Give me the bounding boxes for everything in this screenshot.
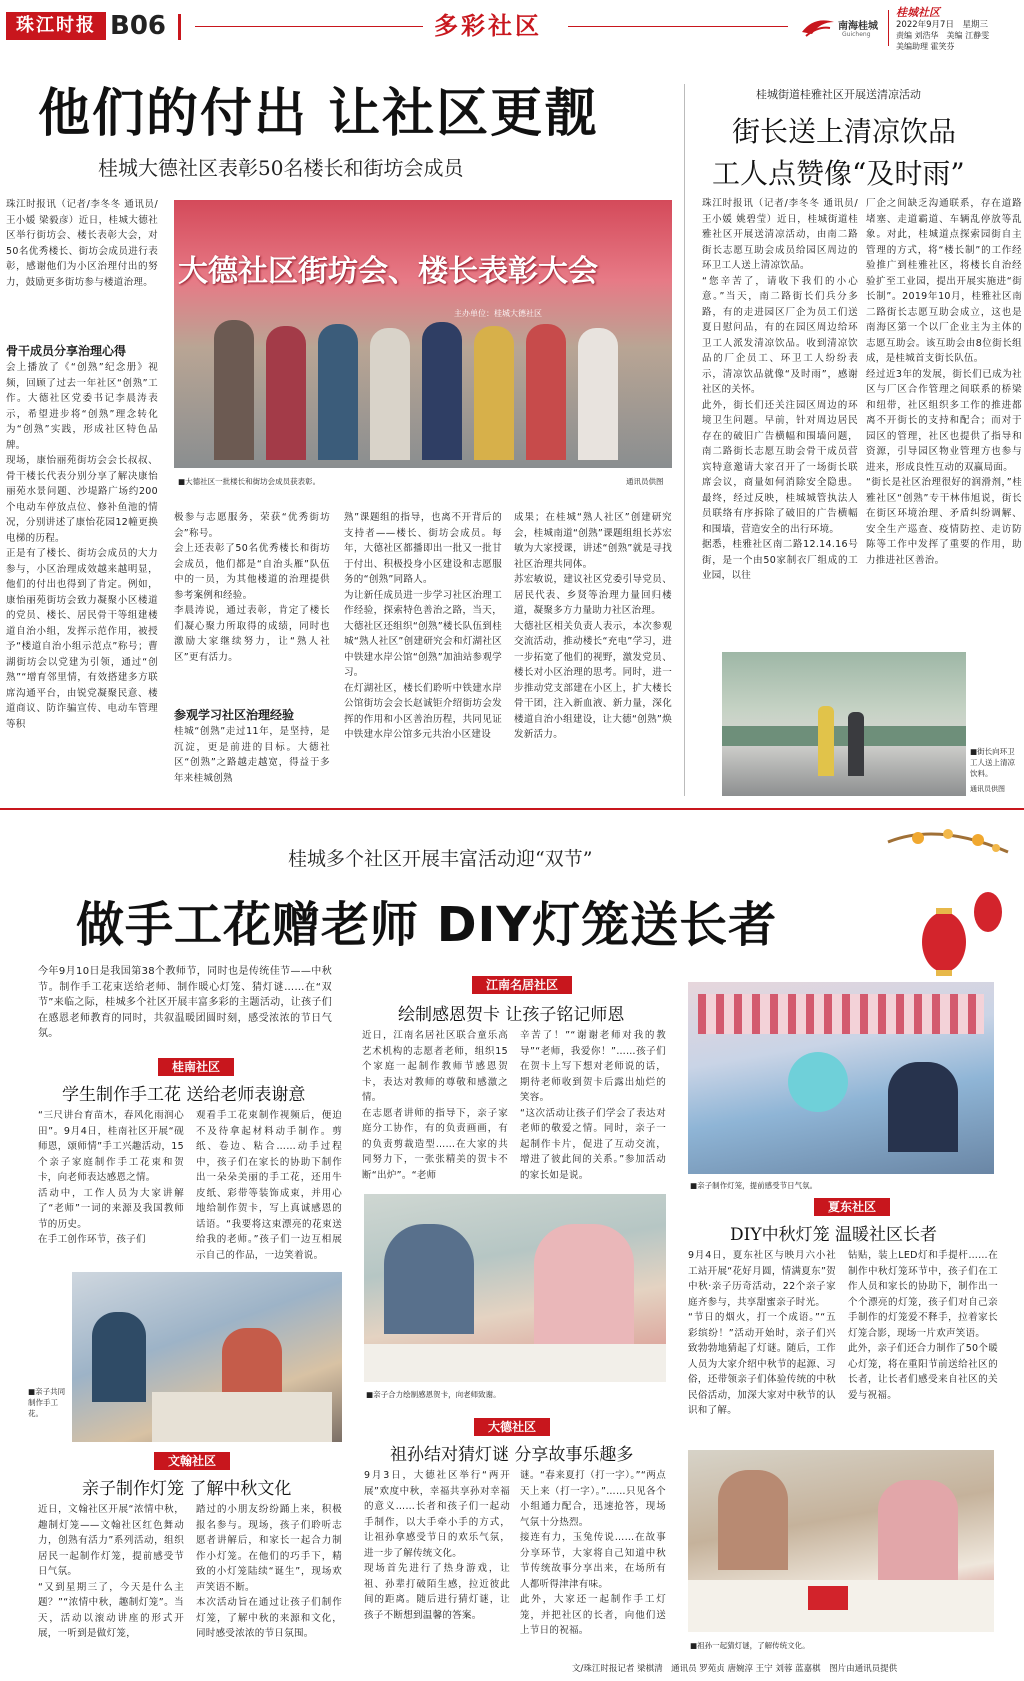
- article-1-col1-body: 会上播放了《“创熟”纪念册》视频，回顾了过去一年社区“创熟”工作。大德社区党委书记李晨涛表示，希望进步将“创熟”理念转化为“创熟”实践，形成社区特色品牌。 现场，康怡丽苑街坊会会长叔叔、骨干楼长代表分别分享了解决康怡丽苑水景问题、沙堤路广场约200个电动车停放点位、修补鱼池的情况，分别讲述了康怡花园12幢更换电梯的历程。 正是有了楼长、街坊会成员的大力参与，小区治理成效越来越明显，他们的付出也得到了肯定。例如，康怡丽苑街坊会致力凝聚小区楼道的党员、楼长、居民骨干等组建楼道自治小组，发挥示范作用，被授予“楼道自治小组示范点”称号；曹湖街坊会以党建为引领，通过“创熟”“增育邻里情，有效搭建多方联席沟通平台，由锐党凝聚民意、楼道商议、防诈骗宣传、电动车管理等积: [6, 362, 158, 730]
- article-1-heading-1: 骨干成员分享治理心得: [6, 344, 127, 358]
- tag-guinan: 桂南社区: [158, 1058, 234, 1076]
- dade-photo-caption: ■祖孙一起猜灯谜，了解传统文化。: [690, 1641, 810, 1650]
- article-1-title: 他们的付出 让社区更靓: [38, 84, 599, 144]
- newspaper-logo: 珠江时报: [6, 12, 106, 40]
- dade-col1: 9月3日，大德社区举行“两开展”欢度中秋，幸福共享孙对幸福的意义……长者和孩子们一起动手制作，以大手牵小手的方式，让祖孙拿感受节日的欢乐气氛，进一步了解传统文化。 现场首先进行了热身游戏，让祖、孙辈打破陌生感，拉近彼此间的距离。随后进行猜灯谜，让孩子不断想到温馨的答案。: [364, 1470, 510, 1621]
- heading-dade: 祖孙结对猜灯谜 分享故事乐趣多: [390, 1445, 634, 1465]
- article-2-photo: [722, 652, 966, 796]
- tag-xiadong: 夏东社区: [814, 1198, 890, 1216]
- heading-guinan: 学生制作手工花 送给老师表谢意: [62, 1085, 306, 1105]
- article-1-photo-caption: ■大德社区一批楼长和街坊会成员获表彰。: [178, 477, 321, 486]
- guinan-photo-caption: ■亲子共同制作手工花。: [28, 1387, 66, 1418]
- people-row: [214, 320, 634, 468]
- heading-wenhan: 亲子制作灯笼 了解中秋文化: [82, 1479, 292, 1499]
- issue-date: 2022年9月7日 星期三: [896, 20, 988, 30]
- section-title: 多彩社区: [434, 12, 542, 40]
- tag-wenhan: 文翰社区: [154, 1452, 230, 1470]
- guinan-col2: 观看手工花束制作视频后，便迫不及待拿起材料动手制作。剪纸、卷边、粘合……动手过程中，孩子们在家长的协助下制作出一朵朵美丽的手工花，还用牛皮纸、彩带等装饰成束，并用心地给制作贺卡，写上真诚感恩的话语。“我要将这束漂亮的花束送给我的老师。”孩子们一边互相展示自己的作品，一边笑着说。: [196, 1110, 342, 1261]
- article-2-photo-credit: 通讯员供图: [970, 785, 1005, 793]
- brand-sub: Guicheng: [842, 31, 871, 38]
- article-2-title-2: 工人点赞像“及时雨”: [712, 157, 965, 190]
- article-1-col4: 成果；在桂城“熟人社区”创建研究会，桂城南道“创熟”课题组组长苏宏敏为大家授课，讲述“创熟”就是寻找社区治理共同体。 苏宏敏说，建议社区党委引导党员、居民代表、乡贤等治理力量回归楼道，凝聚多方力量助力社区治理。 大德社区相关负责人表示，本次参观交流活动，推动楼长“充电”学习，进一步拓宽了他们的视野，激发党员、楼长对小区治理的思考。同时，进一步推动党支部建在小区上，扩大楼长骨干团，注入新血液、新力量，深化楼道自治小组建设，让大德“创熟”焕发新活力。: [514, 512, 672, 740]
- guinan-photo: [72, 1272, 342, 1442]
- article-2-col1: 珠江时报讯（记者/李冬冬 通讯员/王小媛 姚碧莹）近日，桂城街道桂雅社区开展送清凉活动，由南二路街长志愿互助会成员给园区周边的环卫工人送上清凉饮品。 “您辛苦了，请收下我们的小心意。”当天，南二路街长们兵分多路，有的走进园区厂企为员工们送夏日慰问品，有的在园区周边给环卫工人派发清凉饮品。收到清凉饮品的厂企员工、环卫工人纷纷表示，清凉饮品就像“及时雨”，感谢社区的关怀。 此外，街长们还关注园区周边的环境卫生问题。早前，针对周边居民存在的破旧广告横幅和围墙问题，南二路街长志愿互助会骨干成员营宾特意邀请大家召开了一场街长联席会议，商量如何消除安全隐患。最终，经过反映，桂城城管执法人员联络有序拆除了破旧的广告横幅和围墙，营造安全的出行环境。 据悉，桂雅社区南二路12.14.16号街，是一个由50家制衣厂组成的工业园，以往: [702, 198, 858, 581]
- page-number: B06: [110, 11, 166, 41]
- article-1-heading-2: 参观学习社区治理经验: [174, 708, 295, 722]
- photo-banner-text: 大德社区街坊会、楼长表彰大会: [178, 254, 598, 289]
- article-2-col2: 厂企之间缺乏沟通联系，存在道路堵塞、走道霸道、车辆乱停放等乱象。对此，桂城道点探索园街自主管理的方式，将“楼长制”的工作经验推广到桂雅社区，将楼长自治经验扩至工业园，提出开展实施进“街长制”。2019年10月，桂雅社区南二路街长志愿互助会成立，这也是南海区第一个以厂企业主为主体的志愿互助会。该互助会由8位街长组成，是桂城首支街长队伍。 经过近3年的发展，街长们已成为社区与厂区合作管理之间联系的桥梁和纽带，社区组织多工作的推进都离不开街长的支持和配合；而对于园区的管理，社区也提供了指导和资源，引导园区物业管理方也参与进来，形成良性互动的双赢局面。 “街长是社区治理很好的润滑剂，”桂雅社区“创熟”专干林伟旭说，街长在街区环境治理、矛盾纠纷调解、安全生产巡查、疫情防控、走访防陈等工作中发挥了重要的作用，助力推进社区善治。: [866, 198, 1022, 566]
- heading-jiangnan: 绘制感恩贺卡 让孩子铭记师恩: [398, 1005, 625, 1025]
- article-2-title-1: 街长送上清凉饮品: [732, 115, 957, 148]
- guinan-col1: “三尺讲台育苗木，春风化雨润心田”。9月4日，桂南社区开展“砚师恩，颂师情”手工兴趣活动，15个亲子家庭制作手工花束和贺卡，向老师表达感恩之情。 活动中，工作人员为大家讲解了“老师”一词的来源及我国教师节的历史。 在手工创作环节，孩子们: [38, 1110, 184, 1245]
- column-name: 桂城社区: [896, 6, 940, 19]
- wenhan-col2: 踏过的小朋友纷纷踊上来，积极报名参与。现场，孩子们聆听志愿者讲解后，和家长一起合力制作小灯笼。在他们的巧手下，精致的小灯笼陆续“诞生”，现场欢声笑语不断。 本次活动旨在通过让孩子们制作灯笼，了解中秋的来源和文化，同时感受浓浓的节日氛围。: [196, 1504, 342, 1639]
- divider-bar: [178, 14, 181, 40]
- article-3-intro: 今年9月10日是我国第38个教师节，同时也是传统佳节——中秋节。制作手工花束送给老师、制作暖心灯笼、猜灯谜……在“双节”来临之际，桂城多个社区开展丰富多彩的主题活动，让孩子们在感恩老师教育的同时，共叙温暖团圆时刻，感受浓浓的节日气氛。: [38, 966, 332, 1039]
- jiangnan-col1: 近日，江南名居社区联合童乐高艺术机构的志愿者老师，组织15个家庭一起制作教师节感恩贺卡，表达对教师的尊敬和感激之情。 在志愿者讲师的指导下，亲子家庭分工协作，有的负责画画，有的负责剪裁造型……在大家的共同努力下，一张张精美的贺卡不断“出炉”。“老师: [362, 1030, 508, 1181]
- brand-name: 南海桂城: [838, 21, 878, 32]
- photo-banner-sub: 主办单位：桂城大德社区: [454, 309, 542, 318]
- article-1-subtitle: 桂城大德社区表彰50名楼长和街坊会成员: [98, 156, 464, 180]
- column-divider: [684, 84, 685, 796]
- heading-xiadong: DIY中秋灯笼 温暖社区长者: [730, 1225, 937, 1245]
- tag-dade: 大德社区: [474, 1418, 550, 1436]
- article-3-kicker: 桂城多个社区开展丰富活动迎“双节”: [288, 848, 593, 870]
- article-2-kicker: 桂城街道桂雅社区开展送清凉活动: [756, 88, 921, 101]
- jiangnan-col2: 辛苦了！”“谢谢老师对我的教导”“老师，我爱你！”……孩子们在贺卡上写下想对老师说的话，期待老师收到贺卡后露出灿烂的笑容。 “这次活动让孩子们学会了表达对老师的敬爱之情。同时，亲子一起制作卡片，促进了互动交流，增进了彼此间的关系。”参加活动的家长如是说。: [520, 1030, 666, 1181]
- article-1-col1-lead: 珠江时报讯（记者/李冬冬 通讯员/王小媛 梁毅彦）近日，桂城大德社区举行街坊会、楼长表彰大会，对50名优秀楼长、街坊会成员进行表彰，感谢他们为小区治理付出的努力，鼓励更多街坊参与楼道治理。: [6, 199, 158, 288]
- section-rule-left: [195, 26, 423, 27]
- dade-photo: [688, 1450, 994, 1632]
- xiadong-photo: [688, 982, 994, 1174]
- article-3-credits: 文/珠江时报记者 梁棋清 通讯员 罗苑贞 唐婉淳 王宁 刘蓉 蓝嘉棋 图片由通讯员提供: [572, 1664, 898, 1674]
- xiadong-photo-caption: ■亲子制作灯笼，提前感受节日气氛。: [690, 1181, 818, 1190]
- article-2-photo-caption: ■街长向环卫工人送上清凉饮料。: [970, 747, 1015, 778]
- article-1-col2: 极参与志愿服务，荣获“优秀街坊会”称号。 会上还表彰了50名优秀楼长和街坊会成员，他们都是“自治头雁”队伍中的一员，为其他楼道的治理提供参考案例和经验。 李晨涛说，通过表彰，肯定了楼长们凝心聚力所取得的成绩，同时也激励大家继续努力，让“熟人社区”更有活力。: [174, 512, 330, 663]
- masthead-divider: [888, 10, 889, 46]
- xiadong-col1: 9月4日，夏东社区与映月六小社工站开展“花好月圆，情满夏东”贺中秋·亲子历奇活动，22个亲子家庭齐参与，共享甜蜜亲子时光。 “节日的烟火，打一个成语。”“五彩缤纷！”活动开始时，亲子们兴致勃勃地猜起了灯谜。随后，工作人员为大家介绍中秋节的起源、习俗，还带领亲子们体验传统的中秋民俗活动，加深大家对中秋节的认识和了解。: [688, 1250, 836, 1416]
- wenhan-col1: 近日，文翰社区开展“浓情中秋，趣制灯笼——文翰社区红色舞动力，创熟有活力”系列活动，组织居民一起制作灯笼，提前感受节日气氛。 “又到星期三了，今天是什么主题？”“浓情中秋，趣制灯笼”。当天，活动以滚动讲座的形式开展，一听到是做灯笼，: [38, 1504, 184, 1639]
- jiangnan-photo-caption: ■亲子合力绘制感恩贺卡，向老师致谢。: [366, 1390, 501, 1399]
- brand-bird-icon: [800, 14, 836, 40]
- dade-col2: 谜。“春来夏打（打一字）。”“两点天上来（打一字）。”……只见各个小组通力配合，迅速抢答，现场气氛十分热烈。 接连有力，玉兔传说……在故事分享环节，大家将自己知道中秋节传统故事分享出来，在场所有人都听得津津有味。 此外，大家还一起制作手工灯笼，并把社区的长者，向他们送上节日的祝福。: [520, 1470, 666, 1636]
- article-1-photo-credit: 通讯员供图: [626, 477, 664, 486]
- xiadong-col2: 钻贴，装上LED灯和手提杆……在制作中秋灯笼环节中，孩子们在工作人员和家长的协助下，制作出一个个漂亮的灯笼，孩子们对自己亲手制作的灯笼爱不释手，拉着家长灯笼合影，现场一片欢声笑语。 此外，亲子们还合力制作了50个暖心灯笼，将在重阳节前送给社区的长者，让长者们感受来自社区的关爱与祝福。: [848, 1250, 998, 1401]
- masthead: [0, 0, 1024, 52]
- section-separator: [0, 808, 1024, 810]
- article-1-col3: 熟”课题组的指导，也离不开背后的支持者——楼长、街坊会成员。每年，大德社区都播即出一批又一批甘于付出、积极投身小区建设和志愿服务的“创熟”同路人。 为让新任成员进一步学习社区治理工作经验，探索特色善治之路，当天，大德社区还组织“创熟”楼长队伍到桂城“熟人社区”创建研究会和灯湖社区中铁建水岸公馆“创熟”加油站参观学习。 在灯湖社区，楼长们聆听中铁建水岸公馆街坊会会长赵诚钜介绍街坊会发挥的作用和小区善治历程，共同见证中铁建水岸公馆多元共治小区建设: [344, 512, 502, 740]
- tag-jiangnan: 江南名居社区: [472, 976, 572, 994]
- article-1-photo: [174, 200, 672, 468]
- article-1-col2-body: 桂城“创熟”走过11年，是坚持，是沉淀，更是前进的目标。大德社区“创熟”之路越走越宽，得益于多年来桂城创熟: [174, 726, 330, 784]
- section-rule-right: [568, 26, 788, 27]
- jiangnan-photo: [364, 1194, 666, 1382]
- assistant-credits: 美编助理 霍笑芬: [896, 42, 955, 51]
- editor-credits: 责编 刘浩华 美编 江静雯: [896, 31, 990, 40]
- article-3-title: 做手工花赠老师 DIY灯笼送长者: [76, 897, 778, 953]
